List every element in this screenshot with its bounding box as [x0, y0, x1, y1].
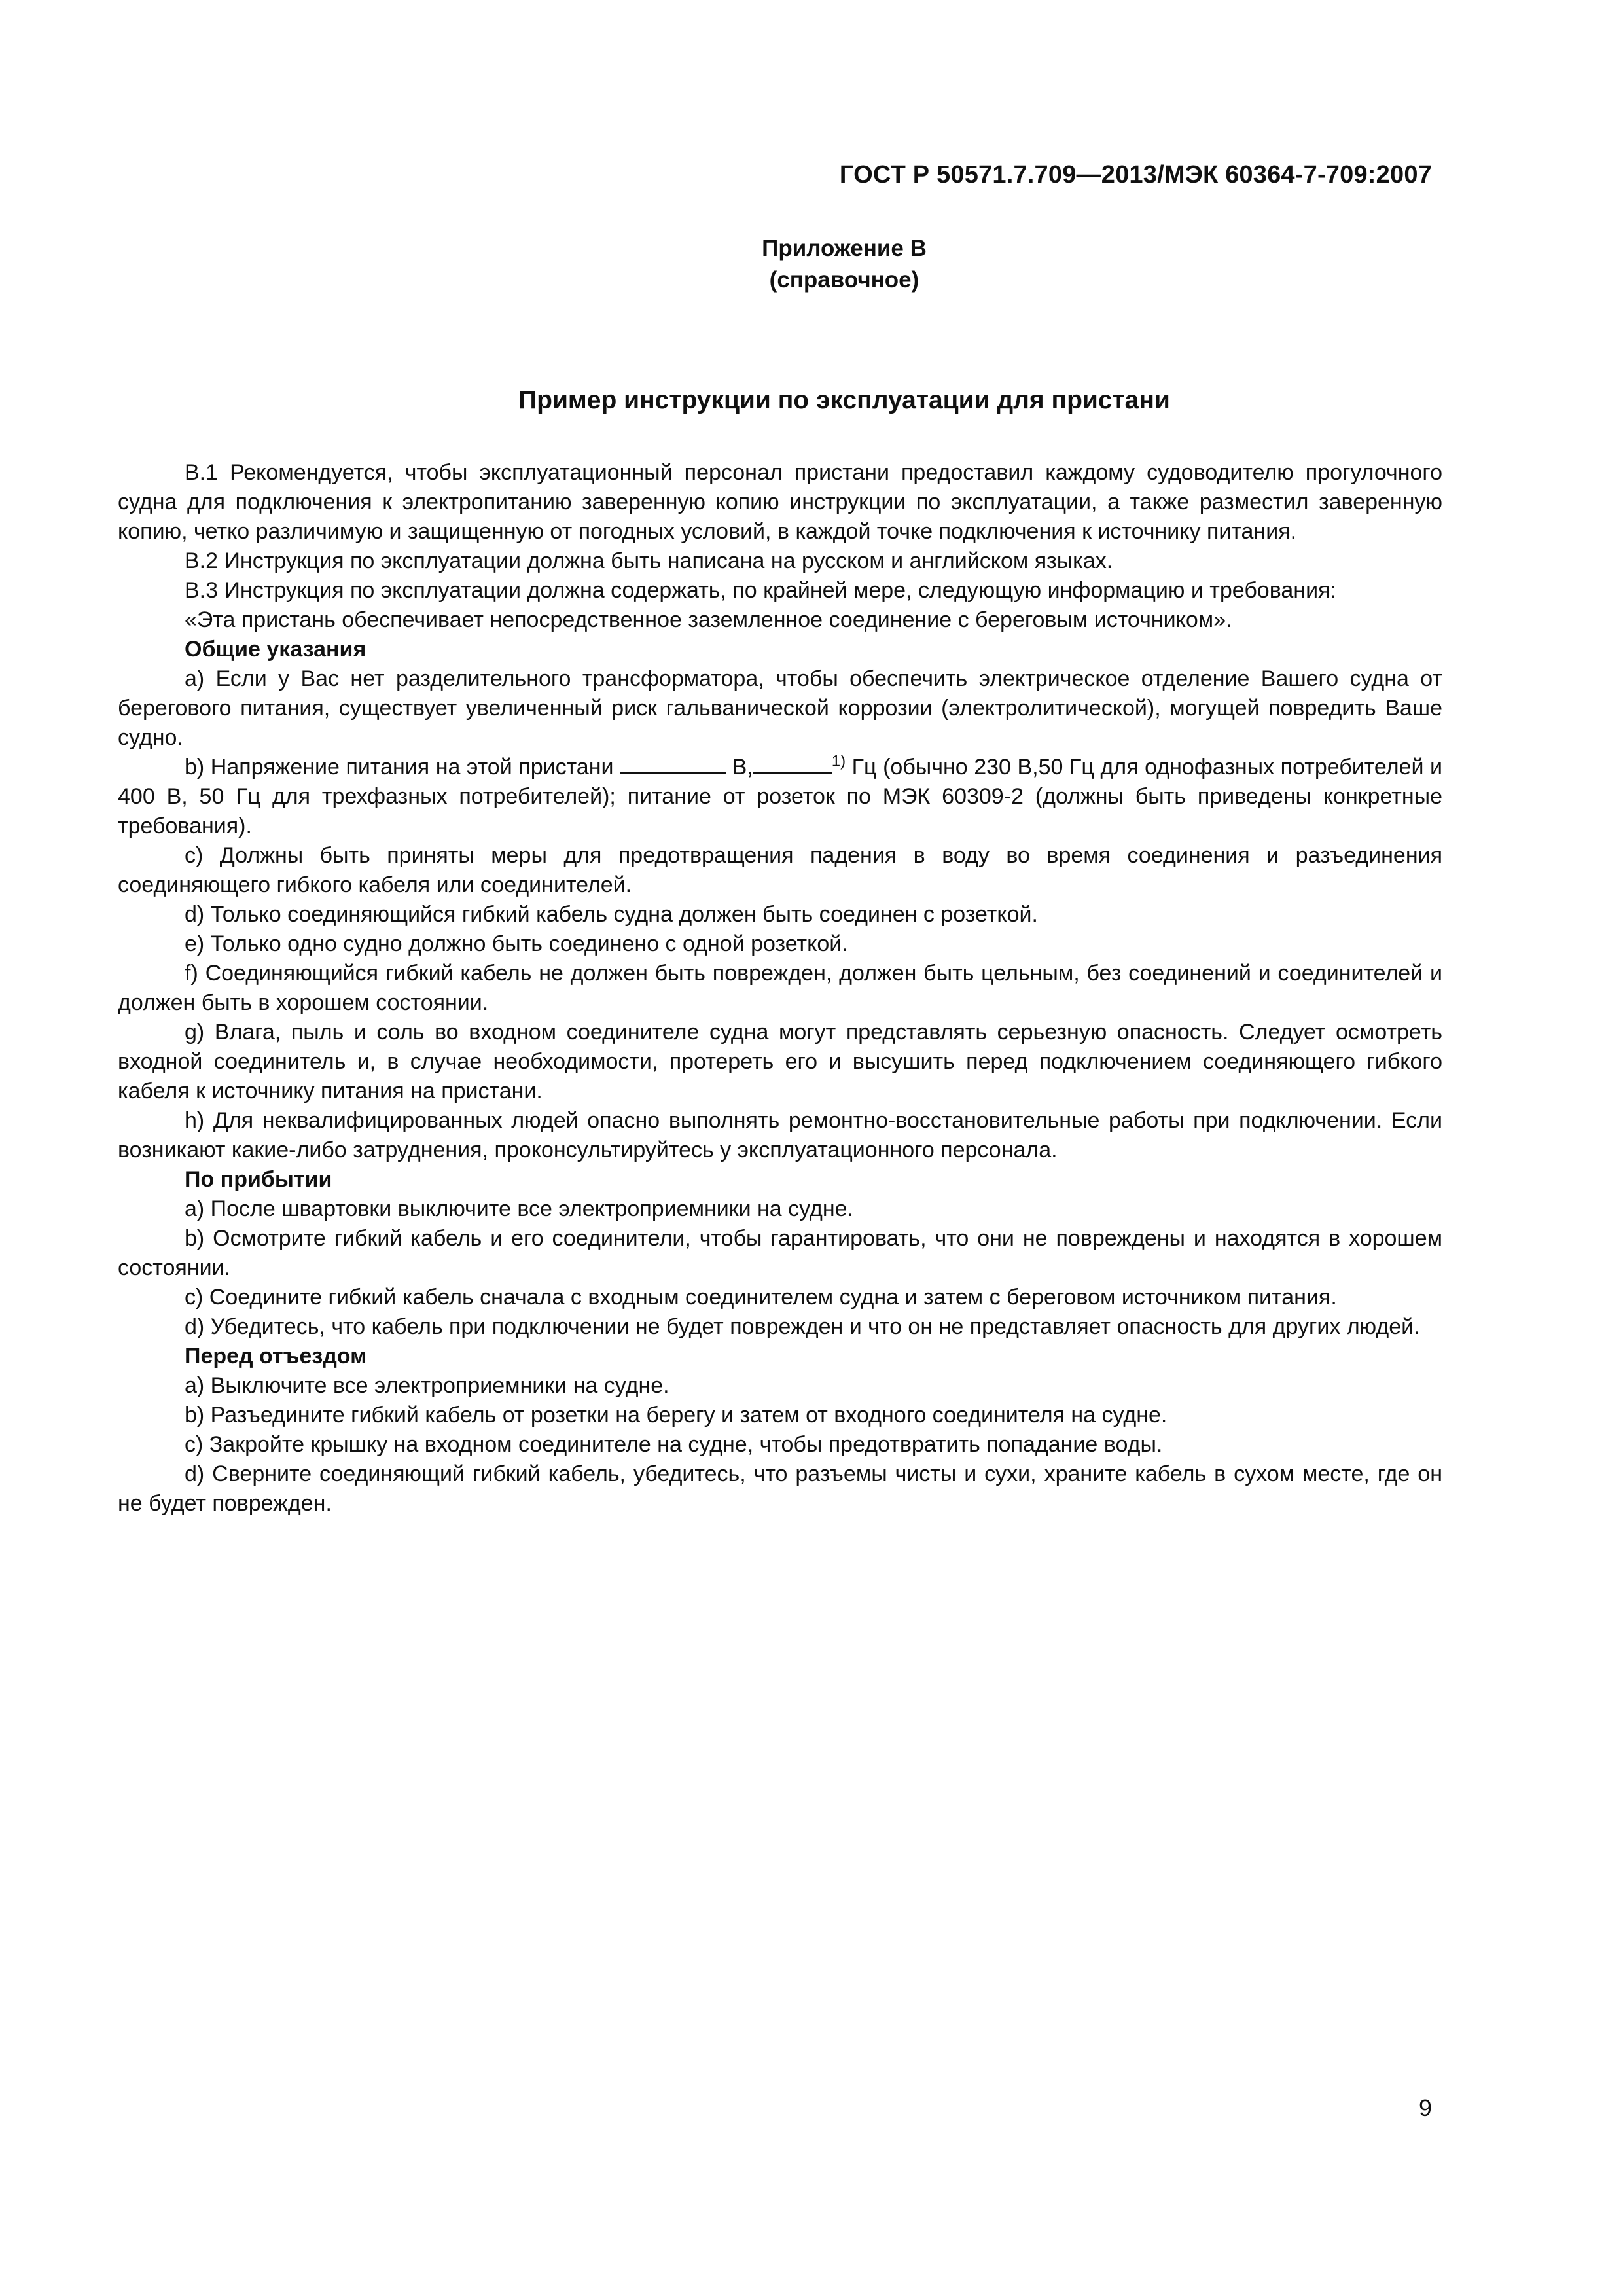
quote-paragraph: «Эта пристань обеспечивает непосредственное заземленное соединение с береговым источником».	[185, 607, 1232, 632]
footnote-marker: 1)	[831, 752, 846, 770]
arrival-item-c: c) Соедините гибкий кабель сначала с входным соединителем судна и затем с береговом источником питания.	[185, 1285, 1337, 1310]
departure-item-c: c) Закройте крышку на входном соединителе на судне, чтобы предотвратить попадание воды.	[185, 1432, 1163, 1457]
body-text	[118, 458, 1442, 1518]
general-item-f: f) Соединяющийся гибкий кабель не должен быть поврежден, должен быть цельным, без соединений и соединителей и должен быть в хорошем состоянии.	[118, 961, 1442, 1015]
annex-heading	[0, 233, 1623, 296]
paragraph-b1: В.1 Рекомендуется, чтобы эксплуатационный персонал пристани предоставил каждому судоводителю прогулочного судна для подключения к электропитанию заверенную копию инструкции по эксплуатации, а также разместил заверенную копию, четко различимую и защищенную от погодных условий, в каждой точке подключения к источнику питания.	[118, 460, 1442, 544]
general-item-a: a) Если у Вас нет разделительного трансформатора, чтобы обеспечить электрическое отделение Вашего судна от берегового питания, существует увеличенный риск гальванической коррозии (электролитической), могущей повредить Ваше судно.	[118, 666, 1442, 750]
voltage-blank	[620, 753, 726, 774]
page-number: 9	[1418, 2094, 1432, 2121]
heading-general: Общие указания	[185, 637, 366, 662]
annex-status: (справочное)	[769, 267, 919, 293]
general-item-b-start: b) Напряжение питания на этой пристани	[185, 755, 620, 780]
general-item-h: h) Для неквалифицированных людей опасно выполнять ремонтно-восстановительные работы при подключении. Если возникают какие-либо затруднения, проконсультируйтесь у эксплуатационного персонала.	[118, 1108, 1442, 1162]
general-item-b-end: Гц (обычно 230 В,50 Гц для однофазных потребителей и 400 В, 50 Гц для трехфазных потребителей); питание от розеток по МЭК 60309-2 (должны быть приведены конкретные требования).	[118, 755, 1443, 838]
section-title: Пример инструкции по эксплуатации для пристани	[518, 386, 1170, 414]
frequency-blank	[753, 753, 832, 774]
departure-item-a: a) Выключите все электроприемники на судне.	[185, 1373, 669, 1398]
general-item-g: g) Влага, пыль и соль во входном соединителе судна могут представлять серьезную опасность. Следует осмотреть входной соединитель и, в случае необходимости, протереть его и высушить перед подключением соединяющего гибкого кабеля к источнику питания на пристани.	[118, 1020, 1442, 1103]
voltage-unit: В,	[726, 755, 753, 780]
paragraph-b2: В.2 Инструкция по эксплуатации должна быть написана на русском и английском языках.	[185, 548, 1113, 573]
general-item-e: e) Только одно судно должно быть соединено с одной розеткой.	[185, 931, 848, 956]
arrival-item-a: a) После швартовки выключите все электроприемники на судне.	[185, 1196, 854, 1221]
general-item-c: c) Должны быть приняты меры для предотвращения падения в воду во время соединения и разъединения соединяющего гибкого кабеля или соединителей.	[118, 843, 1442, 897]
departure-item-b: b) Разъедините гибкий кабель от розетки на берегу и затем от входного соединителя на судне.	[185, 1403, 1168, 1427]
departure-item-d: d) Сверните соединяющий гибкий кабель, убедитесь, что разъемы чисты и сухи, храните кабель в сухом месте, где он не будет поврежден.	[118, 1462, 1442, 1516]
heading-arrival: По прибытии	[185, 1167, 332, 1192]
annex-title: Приложение В	[762, 236, 927, 261]
arrival-item-d: d) Убедитесь, что кабель при подключении не будет поврежден и что он не представляет опасность для других людей.	[185, 1314, 1420, 1339]
paragraph-b3: В.3 Инструкция по эксплуатации должна содержать, по крайней мере, следующую информацию и требования:	[185, 578, 1336, 603]
general-item-b	[118, 753, 1442, 841]
arrival-item-b: b) Осмотрите гибкий кабель и его соединители, чтобы гарантировать, что они не повреждены и находятся в хорошем состоянии.	[118, 1226, 1442, 1280]
document-code: ГОСТ Р 50571.7.709—2013/МЭК 60364-7-709:2007	[839, 161, 1432, 188]
heading-departure: Перед отъездом	[185, 1344, 367, 1369]
general-item-d: d) Только соединяющийся гибкий кабель судна должен быть соединен с розеткой.	[185, 902, 1038, 927]
